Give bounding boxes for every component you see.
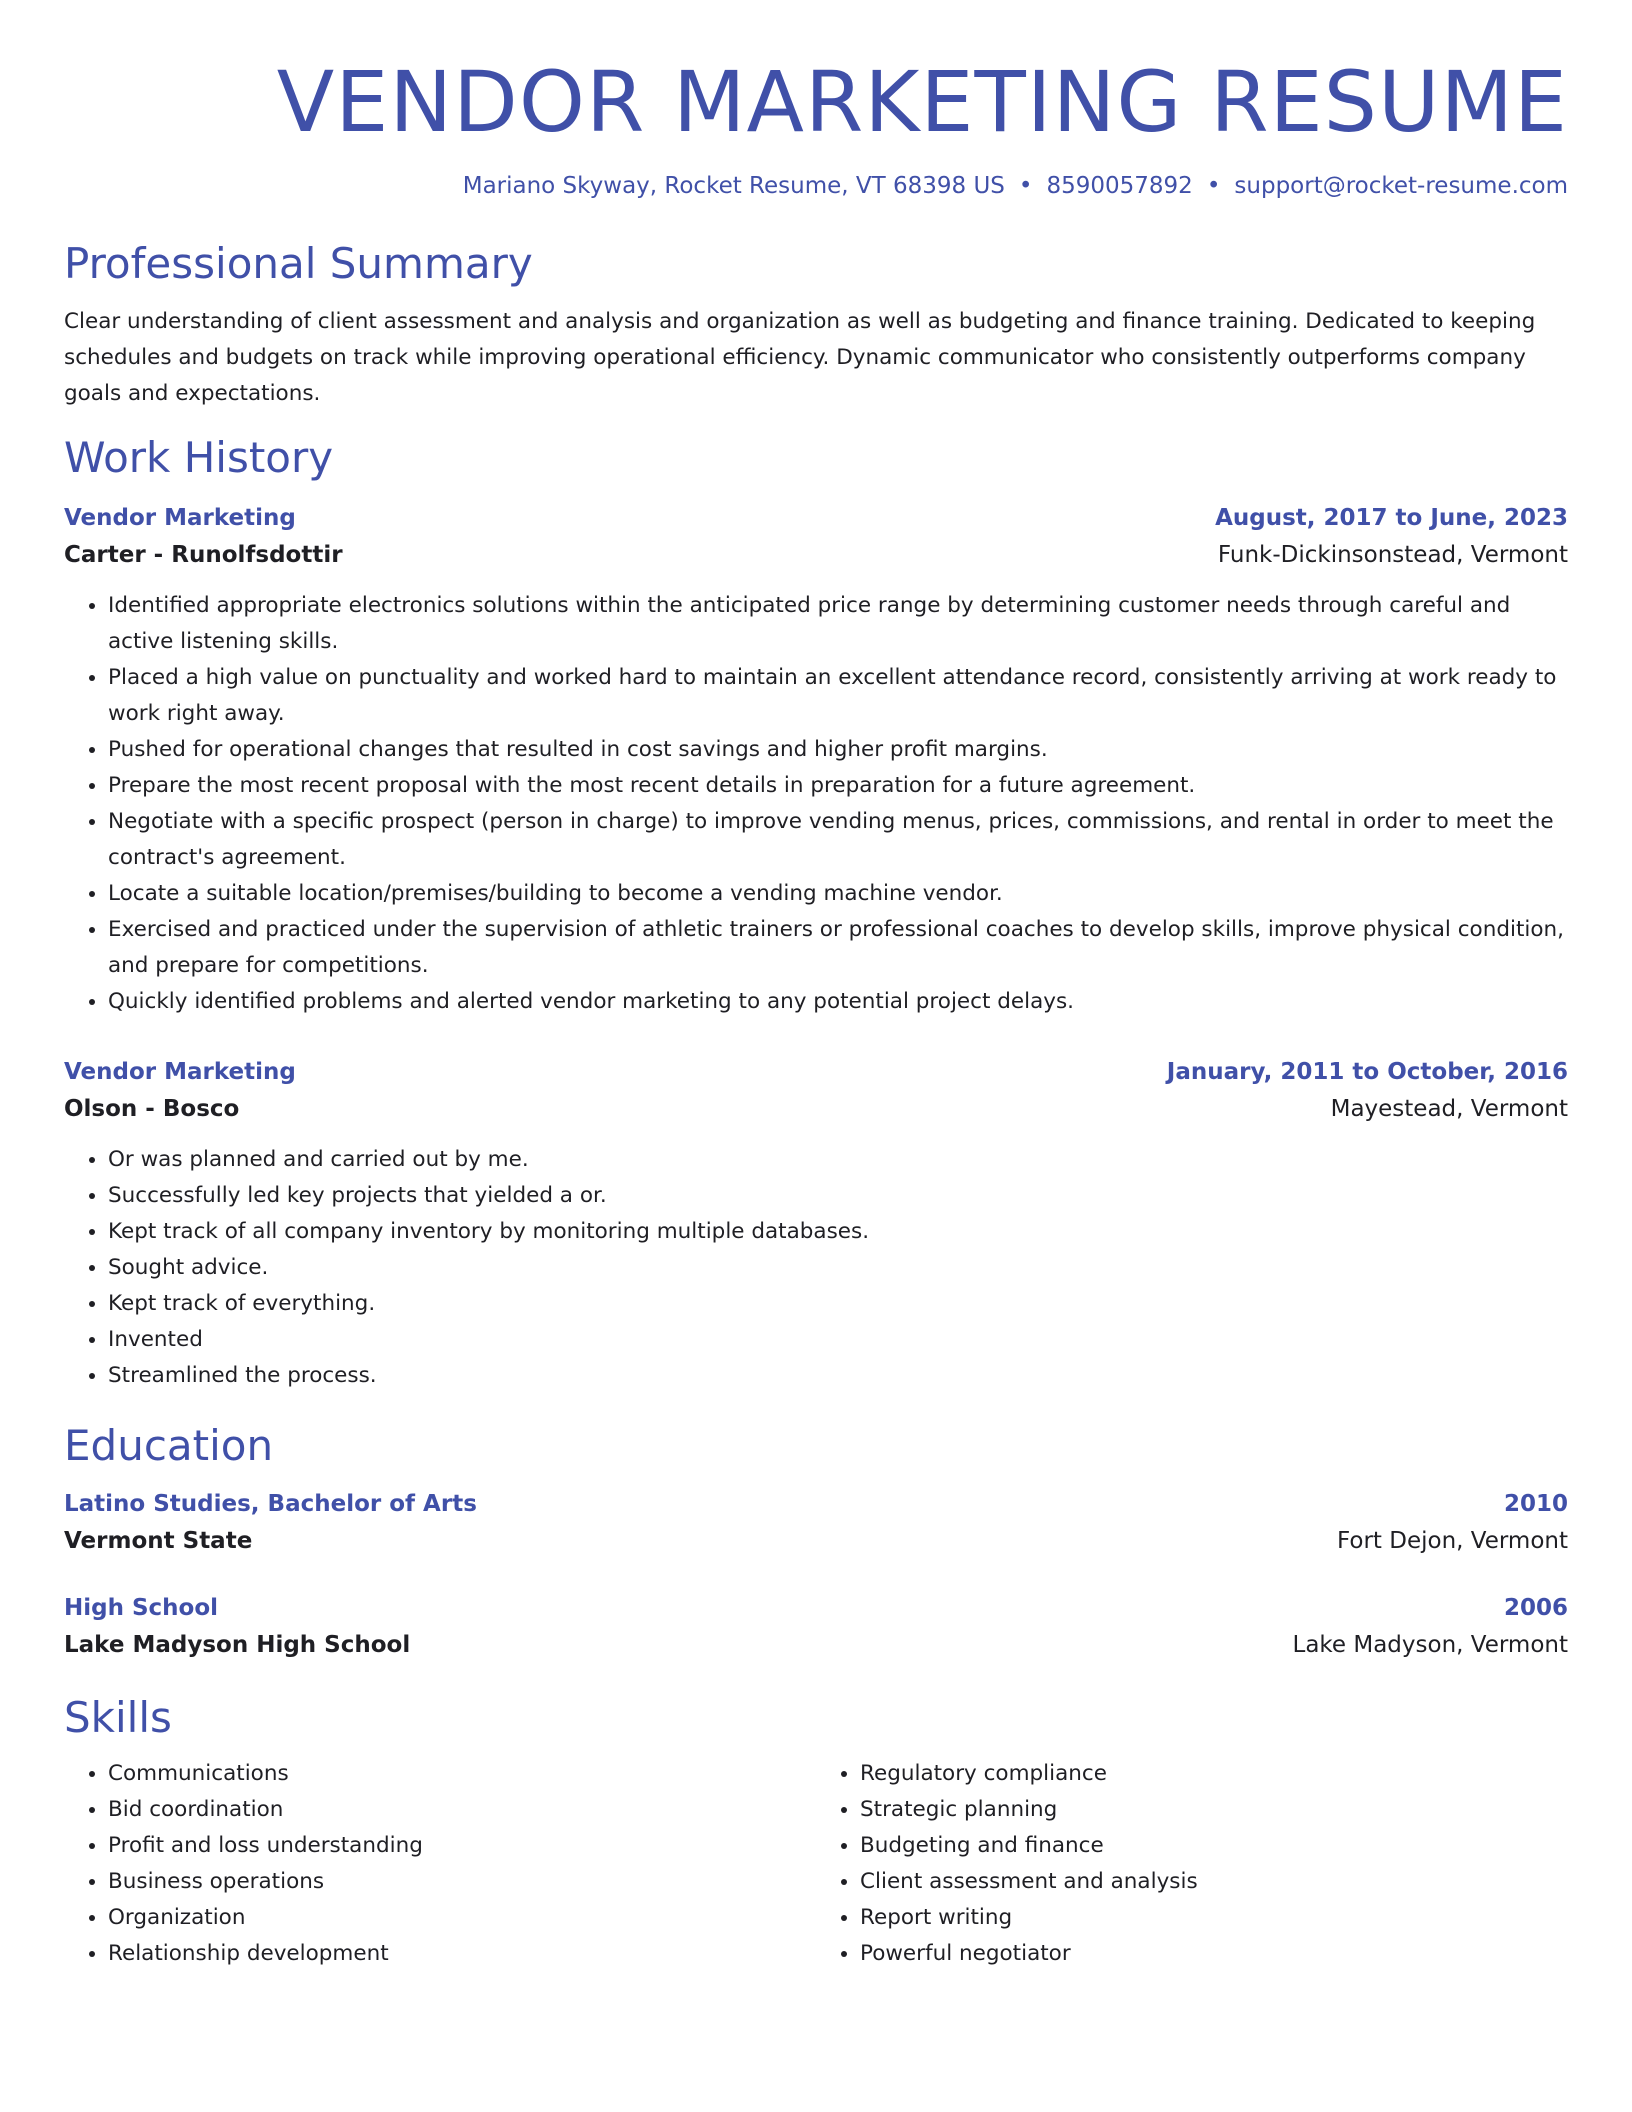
job-entry	[64, 1054, 1568, 1394]
skills-heading: Skills	[64, 1693, 172, 1742]
list-item: • Business operations	[108, 1864, 816, 1900]
summary-heading: Professional Summary	[64, 239, 533, 288]
education-entry	[64, 1590, 1568, 1664]
summary-section	[64, 238, 1568, 412]
education-school: Lake Madyson High School	[64, 1632, 411, 1658]
list-item: • Budgeting and finance	[860, 1828, 1568, 1864]
list-item: • Kept track of all company inventory by monitoring multiple databases.	[108, 1214, 1568, 1250]
list-item: • Kept track of everything.	[108, 1286, 1568, 1322]
list-item: • Prepare the most recent proposal with the most recent details in preparation for a future agreement.	[108, 768, 1568, 804]
contact-line	[64, 170, 1568, 202]
list-item: • Placed a high value on punctuality and worked hard to maintain an excellent attendance record, consistently arriving at work ready to work right away.	[108, 660, 1568, 732]
resume-title: VENDOR MARKETING RESUME	[276, 53, 1568, 151]
list-item: • Relationship development	[108, 1936, 816, 1972]
contact-separator: •	[1206, 173, 1221, 199]
work-history-heading: Work History	[64, 433, 334, 482]
work-history-section	[64, 432, 1568, 1394]
list-item: • Exercised and practiced under the supervision of athletic trainers or professional coaches to develop skills, improve physical condition, and prepare for competitions.	[108, 912, 1568, 984]
list-item: • Or was planned and carried out by me.	[108, 1142, 1568, 1178]
job-location: Funk-Dickinsonstead, Vermont	[1217, 542, 1568, 568]
job-title: Vendor Marketing	[64, 1059, 296, 1085]
education-degree: Latino Studies, Bachelor of Arts	[64, 1491, 477, 1517]
education-entry	[64, 1486, 1568, 1560]
list-item: • Client assessment and analysis	[860, 1864, 1568, 1900]
list-item: • Regulatory compliance	[860, 1756, 1568, 1792]
job-title: Vendor Marketing	[64, 505, 296, 531]
resume-header	[64, 0, 1568, 202]
list-item: • Communications	[108, 1756, 816, 1792]
list-item: • Invented	[108, 1322, 1568, 1358]
list-item: • Locate a suitable location/premises/building to become a vending machine vendor.	[108, 876, 1568, 912]
skills-section	[64, 1692, 1568, 1972]
skills-list-left	[64, 1756, 816, 1972]
contact-email: support@rocket-resume.com	[1234, 173, 1568, 199]
education-degree: High School	[64, 1595, 219, 1621]
education-year: 2006	[1503, 1595, 1568, 1621]
job-entry	[64, 500, 1568, 1020]
job-bullets	[64, 1142, 1568, 1394]
list-item: • Organization	[108, 1900, 816, 1936]
list-item: • Identified appropriate electronics solutions within the anticipated price range by determining customer needs through careful and active listening skills.	[108, 588, 1568, 660]
job-dates: August, 2017 to June, 2023	[1215, 505, 1568, 531]
job-company: Carter - Runolfsdottir	[64, 542, 343, 568]
education-school: Vermont State	[64, 1528, 253, 1554]
list-item: • Quickly identified problems and alerted vendor marketing to any potential project delays.	[108, 984, 1568, 1020]
job-dates: January, 2011 to October, 2016	[1166, 1059, 1568, 1085]
list-item: • Pushed for operational changes that resulted in cost savings and higher profit margins.	[108, 732, 1568, 768]
job-bullets	[64, 588, 1568, 1020]
job-location: Mayestead, Vermont	[1330, 1096, 1568, 1122]
contact-address: Mariano Skyway, Rocket Resume, VT 68398 US	[462, 173, 1005, 199]
summary-text: Clear understanding of client assessment and analysis and organization as well as budgeting and finance training. Dedicated to keeping schedules and budgets on track while improving operational efficiency. Dynamic communicator who consistently outperforms company goals and expectations.	[64, 309, 1536, 406]
list-item: • Sought advice.	[108, 1250, 1568, 1286]
education-location: Lake Madyson, Vermont	[1292, 1632, 1568, 1658]
education-heading: Education	[64, 1421, 274, 1470]
education-section	[64, 1420, 1568, 1664]
education-location: Fort Dejon, Vermont	[1336, 1528, 1568, 1554]
skills-list-right	[816, 1756, 1568, 1972]
list-item: • Streamlined the process.	[108, 1358, 1568, 1394]
job-company: Olson - Bosco	[64, 1096, 240, 1122]
list-item: • Powerful negotiator	[860, 1936, 1568, 1972]
contact-phone: 8590057892	[1046, 173, 1193, 199]
skills-columns	[64, 1756, 1568, 1972]
list-item: • Report writing	[860, 1900, 1568, 1936]
list-item: • Successfully led key projects that yielded a or.	[108, 1178, 1568, 1214]
list-item: • Strategic planning	[860, 1792, 1568, 1828]
contact-separator: •	[1018, 173, 1033, 199]
list-item: • Negotiate with a specific prospect (person in charge) to improve vending menus, prices, commissions, and rental in order to meet the contract's agreement.	[108, 804, 1568, 876]
list-item: • Bid coordination	[108, 1792, 816, 1828]
education-year: 2010	[1503, 1491, 1568, 1517]
list-item: • Profit and loss understanding	[108, 1828, 816, 1864]
